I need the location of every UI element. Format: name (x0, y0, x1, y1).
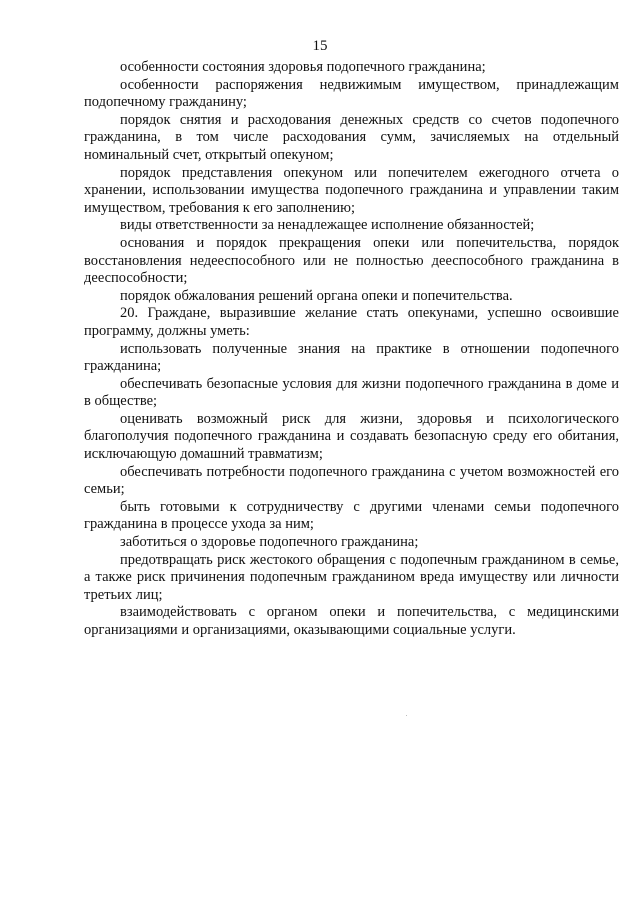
paragraph-guardianship-termination: основания и порядок прекращения опеки или попечительства, порядок восстановления недееспособного или не полностью дееспособного гражданина в дееспособности; (84, 234, 619, 287)
paragraph-interaction: взаимодействовать с органом опеки и попечительства, с медицинскими организациями и организациями, оказывающими социальные услуги. (84, 604, 619, 638)
paragraph-item-20: 20. Граждане, выразившие желание стать опекунами, успешно освоившие программу, должны уметь: (84, 305, 619, 339)
paragraph-safe-conditions: обеспечивать безопасные условия для жизни подопечного гражданина в доме и в обществе; (84, 375, 619, 410)
paragraph-real-estate-disposal: особенности распоряжения недвижимым имуществом, принадлежащим подопечному гражданину; (84, 76, 619, 111)
paragraph-apply-knowledge: использовать полученные знания на практике в отношении подопечного гражданина; (84, 340, 619, 375)
scan-speck (406, 715, 407, 716)
paragraph-health-care: заботиться о здоровье подопечного гражданина; (120, 534, 419, 551)
paragraph-prevent-abuse: предотвращать риск жестокого обращения с подопечным гражданином в семье, а также риск причинения подопечным гражданином вреда имуществу или личности третьих лиц; (84, 551, 619, 603)
page-number: 15 (312, 38, 328, 54)
paragraph-assess-risk: оценивать возможный риск для жизни, здоровья и психологического благополучия подопечного гражданина и создавать безопасную среду его обитания, исключающую домашний травматизм; (84, 410, 619, 463)
document-body (84, 59, 619, 640)
paragraph-cooperation: быть готовыми к сотрудничеству с другими членами семьи подопечного гражданина в процессе ухода за ним; (84, 498, 619, 533)
paragraph-annual-report: порядок представления опекуном или попечителем ежегодного отчета о хранении, использовании имущества подопечного гражданина и управлении таким имуществом, требования к его заполнению; (84, 164, 619, 216)
paragraph-funds-withdrawal: порядок снятия и расходования денежных средств со счетов подопечного гражданина, в том числе расходования сумм, зачисляемых на отдельный номинальный счет, открытый опекуном; (84, 111, 619, 163)
paragraph-appeal-procedure: порядок обжалования решений органа опеки и попечительства. (120, 287, 513, 304)
paragraph-meet-needs: обеспечивать потребности подопечного гражданина с учетом возможностей его семьи; (84, 463, 619, 498)
paragraph-liability-types: виды ответственности за ненадлежащее исполнение обязанностей; (120, 217, 535, 234)
paragraph-health-features: особенности состояния здоровья подопечного гражданина; (120, 59, 486, 75)
